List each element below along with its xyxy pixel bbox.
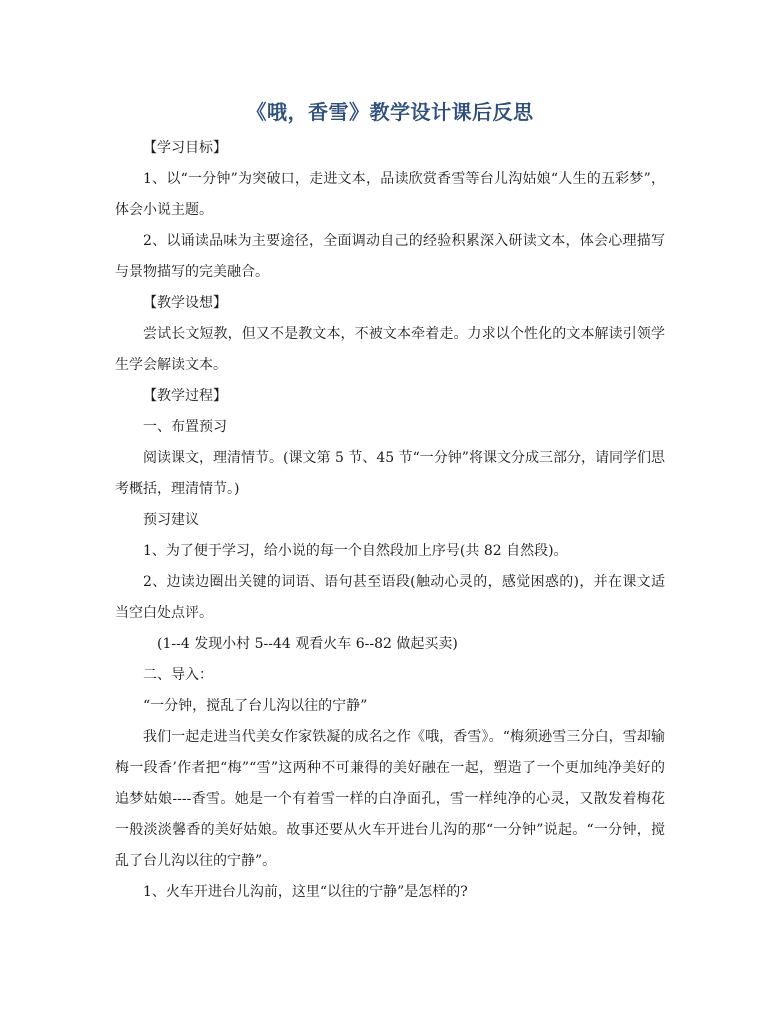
document-title: 《哦，香雪》教学设计课后反思 — [246, 100, 534, 124]
paragraph: 阅读课文，理清情节。(课文第 5 节、45 节“一分钟”将课文分成三部分，请同学们思考概括，理清情节。) — [115, 450, 665, 497]
document-body — [115, 133, 665, 908]
paragraph: 1、以“一分钟”为突破口，走进文本，品读欣赏香雪等台儿沟姑娘“人生的五彩梦”，体会小说主题。 — [115, 171, 665, 218]
paragraph: 二、导入： — [143, 667, 213, 683]
section-heading-design: 【教学设想】 — [143, 295, 227, 311]
paragraph: “一分钟，搅乱了台儿沟以往的宁静” — [143, 698, 368, 714]
paragraph: 我们一起走进当代美女作家铁凝的成名之作《哦，香雪》。“梅须逊雪三分白，雪却输梅一段香’作者把“梅”“雪”这两种不可兼得的美好融在一起，塑造了一个更加纯净美好的追梦姑娘----香雪。她是一个有着雪一样的白净面孔，雪一样纯净的心灵，又散发着梅花一般淡淡馨香的美好姑娘。故事还要从火车开进台儿沟的那“一分钟”说起。“一分钟，搅乱了台儿沟以往的宁静”。 — [115, 729, 665, 869]
paragraph: (1--4 发现小村 5--44 观看火车 6--82 做起买卖) — [157, 636, 458, 652]
paragraph: 1、火车开进台儿沟前，这里“以往的宁静”是怎样的? — [143, 884, 468, 900]
paragraph: 预习建议 — [143, 512, 199, 528]
paragraph: 1、为了便于学习，给小说的每一个自然段加上序号(共 82 自然段)。 — [143, 543, 568, 559]
paragraph: 尝试长文短教，但又不是教文本，不被文本牵着走。力求以个性化的文本解读引领学生学会解读文本。 — [115, 326, 665, 373]
paragraph: 一、布置预习 — [143, 419, 227, 435]
paragraph: 2、以诵读品味为主要途径，全面调动自己的经验积累深入研读文本，体会心理描写与景物描写的完美融合。 — [115, 233, 665, 280]
section-heading-goals: 【学习目标】 — [143, 140, 227, 156]
section-heading-process: 【教学过程】 — [143, 388, 227, 404]
paragraph: 2、边读边圈出关键的词语、语句甚至语段(触动心灵的，感觉困惑的)，并在课文适当空白处点评。 — [115, 574, 665, 621]
